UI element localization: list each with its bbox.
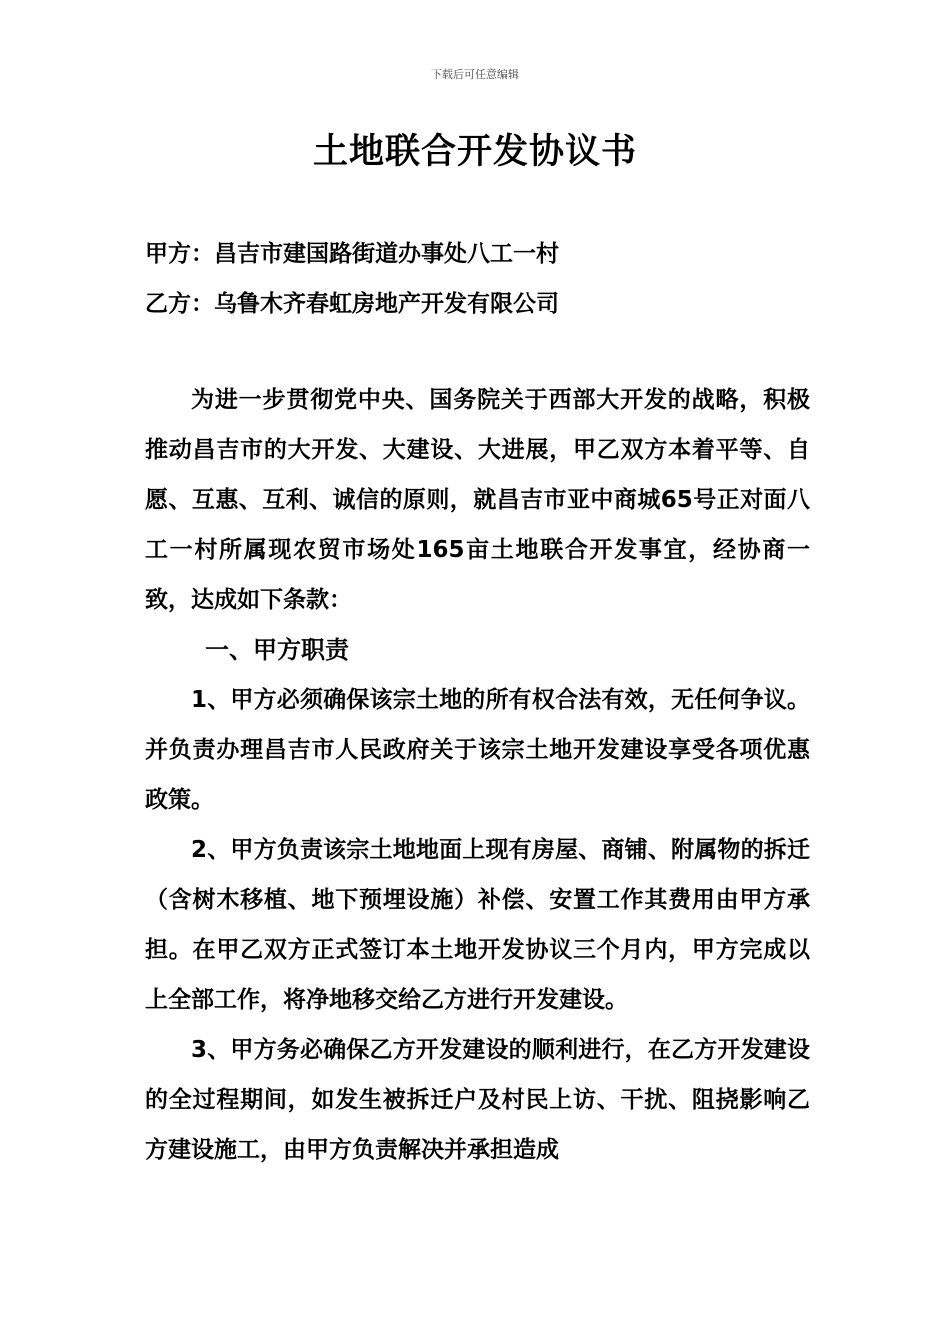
clause-paragraph: 2、甲方负责该宗土地地面上现有房屋、商铺、附属物的拆迁（含树木移植、地下预埋设施）补偿、安置工作其费用由甲方承担。在甲乙双方正式签订本土地开发协议三个月内，甲方完成以上全部工作，将净地移交给乙方进行开发建设。 — [145, 837, 810, 1013]
document-title: 土地联合开发协议书 — [312, 132, 637, 172]
clause-paragraph: 1、甲方必须确保该宗土地的所有权合法有效，无任何争议。并负责办理昌吉市人民政府关于该宗土地开发建设享受各项优惠政策。 — [145, 687, 810, 813]
clause-paragraph: 3、甲方务必确保乙方开发建设的顺利进行，在乙方开发建设的全过程期间，如发生被拆迁户及村民上访、干扰、阻挠影响乙方建设施工，由甲方负责解决并承担造成 — [145, 1037, 810, 1163]
agreement-body — [145, 375, 810, 1175]
party-a-line: 甲方：昌吉市建国路街道办事处八工一村 — [145, 241, 559, 267]
header-note: 下载后可任意编辑 — [431, 68, 519, 81]
party-b-line: 乙方：乌鲁木齐春虹房地产开发有限公司 — [145, 291, 559, 317]
intro-paragraph: 为进一步贯彻党中央、国务院关于西部大开发的战略，积极推动昌吉市的大开发、大建设、大进展，甲乙双方本着平等、自愿、互惠、互利、诚信的原则，就昌吉市亚中商城65号正对面八工一村所属现农贸市场处165亩土地联合开发事宜，经协商一致，达成如下条款： — [145, 387, 810, 613]
section-heading: 一、甲方职责 — [205, 636, 349, 664]
